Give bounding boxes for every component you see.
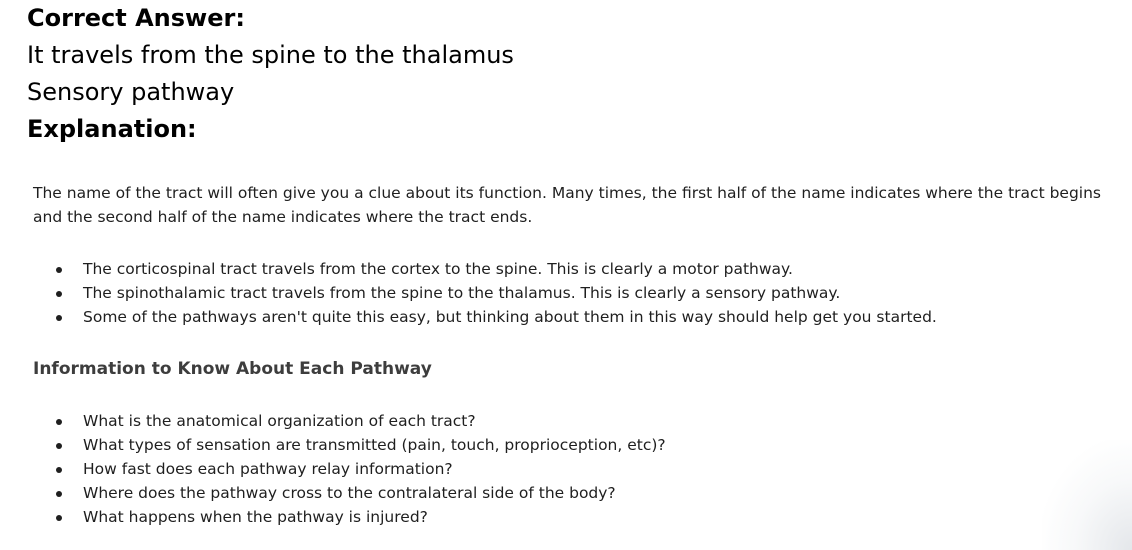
list-item [33,481,1118,505]
list-item [33,305,1118,329]
examples-list [33,257,1118,329]
list-item-text: The spinothalamic tract travels from the spine to the thalamus. This is clearly a sensory pathway. [83,284,841,302]
bullet-icon [56,443,62,449]
list-item-text: What happens when the pathway is injured? [83,508,428,526]
corner-shadow [1042,440,1132,550]
answer-line: It travels from the spine to the thalamus [27,41,514,69]
answer-header [27,0,1107,148]
correct-answer-label: Correct Answer: [27,4,245,32]
list-item-text: The corticospinal tract travels from the cortex to the spine. This is clearly a motor pathway. [83,260,793,278]
bullet-icon [56,467,62,473]
explanation-body [33,181,1118,529]
section-heading: Information to Know About Each Pathway [33,359,432,379]
bullet-icon [56,267,62,273]
questions-list [33,409,1118,529]
list-item-text: Some of the pathways aren't quite this easy, but thinking about them in this way should help get you started. [83,308,937,326]
intro-paragraph: The name of the tract will often give you a clue about its function. Many times, the first half of the name indicates where the tract begins and the second half of the name indicates where the tract ends. [33,184,1101,226]
bullet-icon [56,419,62,425]
list-item [33,257,1118,281]
bullet-icon [56,291,62,297]
list-item-text: Where does the pathway cross to the contralateral side of the body? [83,484,616,502]
bullet-icon [56,315,62,321]
list-item [33,505,1118,529]
answer-line: Sensory pathway [27,78,235,106]
explanation-label: Explanation: [27,115,197,143]
list-item-text: What types of sensation are transmitted (pain, touch, proprioception, etc)? [83,436,666,454]
list-item [33,281,1118,305]
bullet-icon [56,491,62,497]
list-item [33,433,1118,457]
list-item [33,457,1118,481]
bullet-icon [56,515,62,521]
list-item [33,409,1118,433]
list-item-text: How fast does each pathway relay information? [83,460,453,478]
list-item-text: What is the anatomical organization of each tract? [83,412,476,430]
